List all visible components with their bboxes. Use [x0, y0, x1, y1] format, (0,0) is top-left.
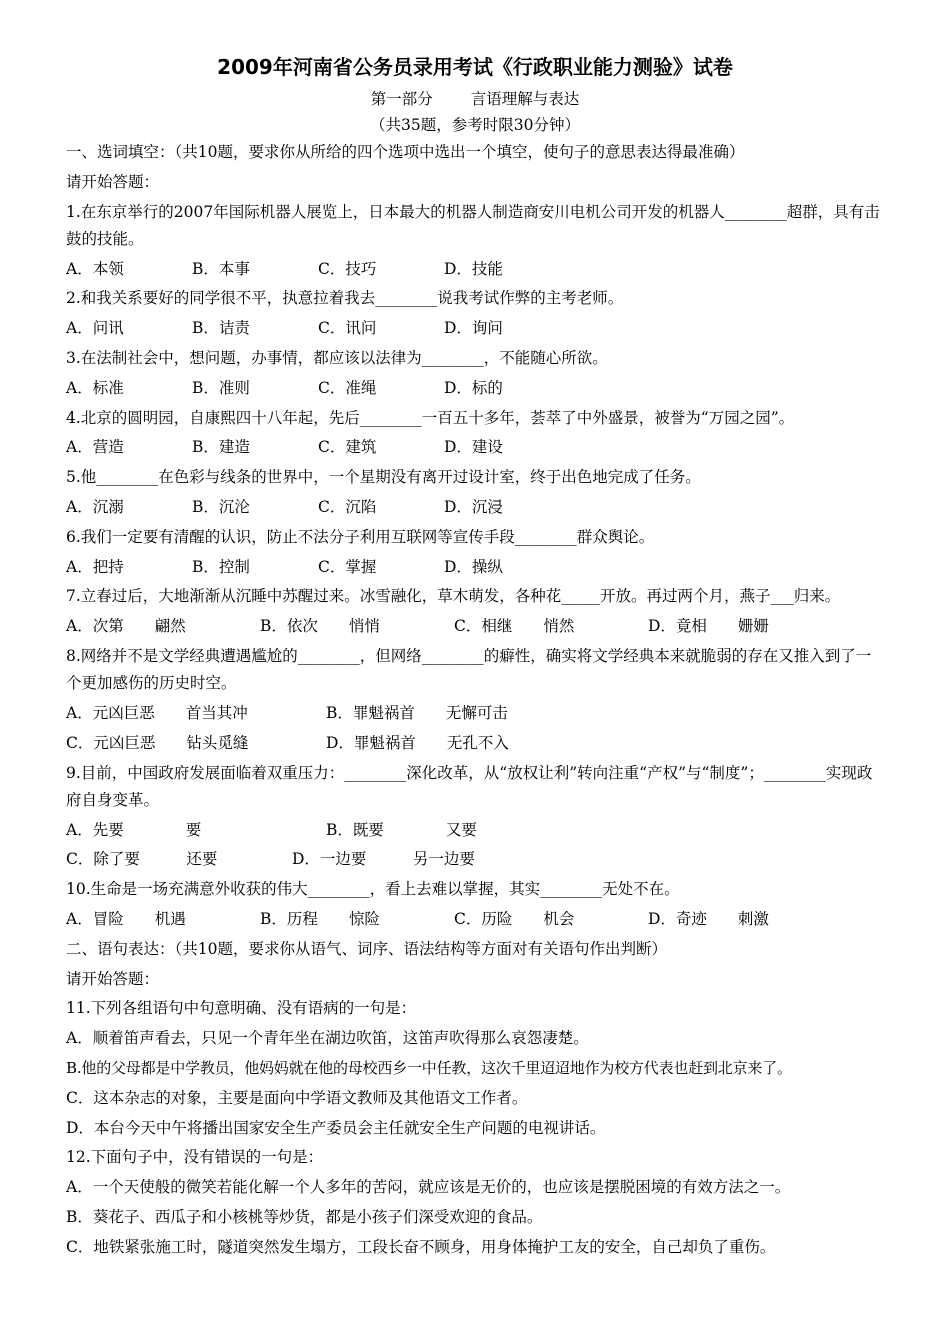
option: B.他的父母都是中学教员，他妈妈就在他的母校西乡一中任教，这次千里迢迢地作为校方代表也赶到北京来了。	[66, 1058, 792, 1077]
option: D．本台今天中午将播出国家安全生产委员会主任就安全生产问题的电视讲话。	[66, 1118, 606, 1137]
question-stem: 11.下列各组语句中句意明确、没有语病的一句是：	[66, 999, 417, 1018]
question-options	[66, 612, 884, 642]
part-label: 第一部分	[370, 90, 433, 108]
question-stem: 2.和我关系要好的同学很不平，执意拉着我去________说我考试作弊的主考老师。	[66, 289, 624, 308]
option: D．询问	[444, 319, 503, 338]
option: C．除了要 还要	[66, 850, 218, 869]
question-stem: 4.北京的圆明园，自康熙四十八年起，先后________一百五十多年，荟萃了中外盛景，被誉为“万园之园”。	[66, 408, 795, 427]
option: B．葵花子、西瓜子和小核桃等炒货，都是小孩子们深受欢迎的食品。	[66, 1207, 543, 1226]
question-stem: 7.立春过后，大地渐渐从沉睡中苏醒过来。冰雪融化，草木萌发，各种花_____开放。再过两个月，燕子___归来。	[66, 587, 841, 606]
option: C．这本杂志的对象，主要是面向中学语文教师及其他语文工作者。	[66, 1088, 528, 1107]
option: B．本事	[192, 259, 250, 278]
option: A．一个天使般的微笑若能化解一个人多年的苦闷，就应该是无价的，也应该是摆脱困境的有效方法之一。	[66, 1178, 791, 1197]
part-note: （共35题，参考时限30分钟）	[370, 116, 580, 134]
option: C．掌握	[318, 557, 377, 576]
option: B．诘责	[192, 319, 250, 338]
part-name: 言语理解与表达	[470, 90, 580, 108]
option: D．沉浸	[444, 497, 503, 516]
section1-start: 请开始答题：	[66, 172, 160, 191]
section2-start: 请开始答题：	[66, 969, 160, 988]
option: D．一边要 另一边要	[292, 850, 475, 869]
option: A．冒险 机遇	[66, 909, 186, 928]
question-options	[66, 905, 884, 935]
option: D．标的	[444, 378, 503, 397]
option: C．讯问	[318, 319, 377, 338]
option: D．奇迹 刺激	[648, 909, 769, 928]
question-stem: 1.在东京举行的2007年国际机器人展览上，日本最大的机器人制造商安川电机公司开发的机器人________超群，具有击鼓的技能。	[66, 203, 880, 249]
question-options	[66, 255, 884, 285]
option: D．操纵	[444, 557, 503, 576]
option: B．沉沦	[192, 497, 250, 516]
question-stem: 6.我们一定要有清醒的认识，防止不法分子利用互联网等宣传手段________群众舆论。	[66, 527, 655, 546]
question-stem: 12.下面句子中，没有错误的一句是：	[66, 1148, 324, 1167]
question-options	[66, 816, 884, 846]
option: A．问讯	[66, 319, 124, 338]
question-stem: 3.在法制社会中，想问题，办事情，都应该以法律为________，不能随心所欲。	[66, 348, 608, 367]
option: D．建设	[444, 438, 503, 457]
question-options	[66, 729, 884, 759]
question-options	[66, 493, 884, 523]
option: A．元凶巨恶 首当其冲	[66, 703, 248, 722]
page-title: 2009年河南省公务员录用考试《行政职业能力测验》试卷	[217, 55, 733, 79]
option: A．沉溺	[66, 497, 124, 516]
question-options	[66, 845, 884, 875]
option: A．把持	[66, 557, 124, 576]
question-options	[66, 699, 884, 729]
question-stem: 9.目前，中国政府发展面临着双重压力：________深化改革，从“放权让利”转向注重“产权”与“制度”；________实现政府自身变革。	[66, 764, 873, 810]
question-options	[66, 553, 884, 583]
option: A．本领	[66, 259, 124, 278]
option: B．既要 又要	[326, 820, 477, 839]
option: B．准则	[192, 378, 250, 397]
option: C．元凶巨恶 钻头觅缝	[66, 733, 249, 752]
option: B．罪魁祸首 无懈可击	[326, 703, 508, 722]
option: A．标准	[66, 378, 124, 397]
option: B．历程 惊险	[260, 909, 380, 928]
option: C．地铁紧张施工时，隧道突然发生塌方，工段长奋不顾身，用身体掩护工友的安全，自己却负了重伤。	[66, 1237, 776, 1256]
option: C．技巧	[318, 259, 377, 278]
option: A．次第 翩然	[66, 617, 186, 636]
option: B．依次 悄悄	[260, 617, 380, 636]
part-heading	[66, 86, 884, 112]
option: D．竟相 姗姗	[648, 617, 769, 636]
option: B．控制	[192, 557, 250, 576]
question-stem: 10.生命是一场充满意外收获的伟大________，看上去难以掌握，其实________无处不在。	[66, 880, 680, 899]
option: C．相继 悄然	[454, 617, 575, 636]
option: A．顺着笛声看去，只见一个青年坐在湖边吹笛，这笛声吹得那么哀怨凄楚。	[66, 1029, 589, 1048]
option: A．营造	[66, 438, 124, 457]
option: C．历险 机会	[454, 909, 575, 928]
question-stem: 5.他________在色彩与线条的世界中，一个星期没有离开过设计室，终于出色地完成了任务。	[66, 468, 701, 487]
question-stem: 8.网络并不是文学经典遭遇尴尬的________，但网络________的癖性，确实将文学经典本来就脆弱的存在又推入到了一个更加感伤的历史时空。	[66, 647, 872, 693]
question-options	[66, 433, 884, 463]
option: D．罪魁祸首 无孔不入	[326, 733, 509, 752]
section2-heading: 二、语句表达：（共10题，要求你从语气、词序、语法结构等方面对有关语句作出判断）	[66, 939, 667, 958]
option: B．建造	[192, 438, 250, 457]
question-options	[66, 374, 884, 404]
option: C．建筑	[318, 438, 377, 457]
option: D．技能	[444, 259, 503, 278]
section1-heading: 一、选词填空：（共10题，要求你从所给的四个选项中选出一个填空，使句子的意思表达得最准确）	[66, 143, 745, 161]
option: A．先要 要	[66, 820, 202, 839]
option: C．沉陷	[318, 497, 377, 516]
option: C．准绳	[318, 378, 377, 397]
question-options	[66, 314, 884, 344]
